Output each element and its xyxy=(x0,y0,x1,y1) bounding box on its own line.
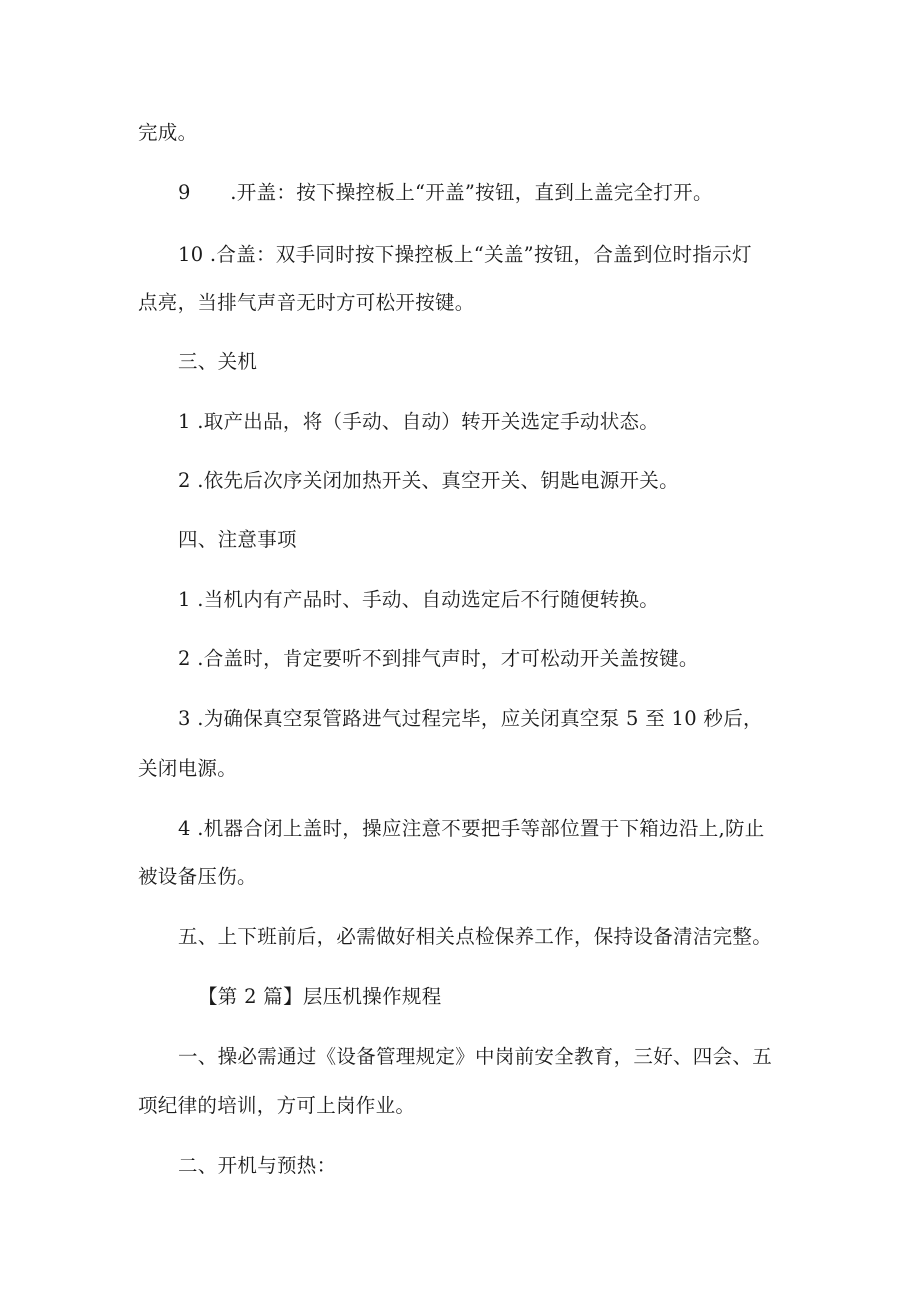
text-line: 一、操必需通过《设备管理规定》中岗前安全教育，三好、四会、五 xyxy=(178,1045,773,1068)
section-heading: 二、开机与预热： xyxy=(178,1154,337,1177)
text-line: 10 .合盖：双手同时按下操控板上“关盖”按钮，合盖到位时指示灯 xyxy=(178,243,752,266)
text-line: 3 .为确保真空泵管路进气过程完毕，应关闭真空泵 5 至 10 秒后， xyxy=(178,707,763,730)
article-title: 【第 2 篇】层压机操作规程 xyxy=(198,985,442,1008)
section-heading: 三、关机 xyxy=(178,350,258,373)
text-line: 五、上下班前后，必需做好相关点检保养工作，保持设备清洁完整。 xyxy=(178,925,773,948)
text-line: 点亮，当排气声音无时方可松开按键。 xyxy=(138,291,475,314)
text-line: 9 .开盖：按下操控板上“开盖”按钮，直到上盖完全打开。 xyxy=(178,181,713,204)
text-line: 1 .当机内有产品时、手动、自动选定后不行随便转换。 xyxy=(178,588,660,611)
text-line: 关闭电源。 xyxy=(138,757,238,780)
text-line: 2 .合盖时，肯定要听不到排气声时，才可松动开关盖按键。 xyxy=(178,647,699,670)
section-heading: 四、注意事项 xyxy=(178,528,297,551)
text-line: 4 .机器合闭上盖时，操应注意不要把手等部位置于下箱边沿上,防止 xyxy=(178,817,765,840)
text-line: 2 .依先后次序关闭加热开关、真空开关、钥匙电源开关。 xyxy=(178,469,679,492)
text-line: 1 .取产出品，将（手动、自动）转开关选定手动状态。 xyxy=(178,410,660,433)
text-line: 项纪律的培训，方可上岗作业。 xyxy=(138,1094,416,1117)
text-line: 被设备压伤。 xyxy=(138,865,257,888)
text-line: 完成。 xyxy=(138,121,198,144)
